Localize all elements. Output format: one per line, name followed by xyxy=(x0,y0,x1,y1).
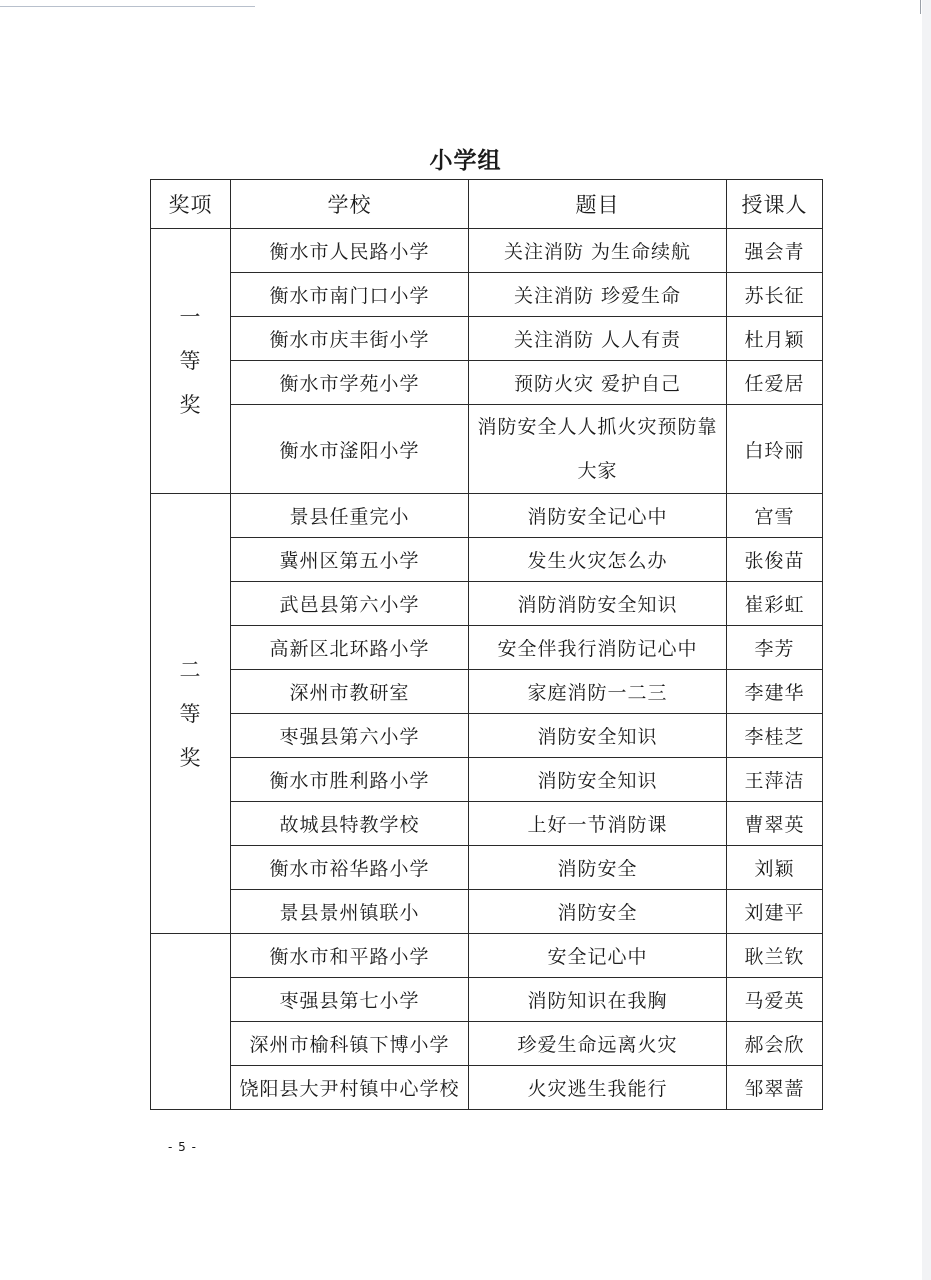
topic-cell: 发生火灾怎么办 xyxy=(469,538,727,582)
school-cell: 景县任重完小 xyxy=(231,494,469,538)
topic-line: 消防安全人人抓火灾预防靠 xyxy=(477,416,718,438)
school-cell: 深州市榆科镇下博小学 xyxy=(231,1022,469,1066)
scan-top-line xyxy=(0,6,255,7)
header-school: 学校 xyxy=(231,180,469,229)
teacher-cell: 刘颖 xyxy=(727,846,823,890)
table-row xyxy=(151,1066,823,1110)
topic-cell xyxy=(469,405,727,494)
topic-cell: 安全记心中 xyxy=(469,934,727,978)
topic-cell: 消防安全 xyxy=(469,890,727,934)
table-row xyxy=(151,714,823,758)
teacher-cell: 张俊苗 xyxy=(727,538,823,582)
table-header-row xyxy=(151,180,823,229)
award-table xyxy=(150,179,823,1110)
award-char: 等 xyxy=(179,349,202,373)
teacher-cell: 郝会欣 xyxy=(727,1022,823,1066)
topic-cell: 消防消防安全知识 xyxy=(469,582,727,626)
page-title: 小学组 xyxy=(429,147,502,174)
school-cell: 衡水市学苑小学 xyxy=(231,361,469,405)
teacher-cell: 邹翠蔷 xyxy=(727,1066,823,1110)
school-cell: 景县景州镇联小 xyxy=(231,890,469,934)
award-char: 等 xyxy=(179,701,202,726)
teacher-cell: 曹翠英 xyxy=(727,802,823,846)
topic-cell: 关注消防 珍爱生命 xyxy=(469,273,727,317)
table-row xyxy=(151,846,823,890)
school-cell: 故城县特教学校 xyxy=(231,802,469,846)
school-cell: 深州市教研室 xyxy=(231,670,469,714)
teacher-cell: 白玲丽 xyxy=(727,405,823,494)
topic-cell: 珍爱生命远离火灾 xyxy=(469,1022,727,1066)
table-row xyxy=(151,802,823,846)
school-cell: 衡水市庆丰街小学 xyxy=(231,317,469,361)
school-cell: 衡水市裕华路小学 xyxy=(231,846,469,890)
table-row xyxy=(151,273,823,317)
teacher-cell: 宫雪 xyxy=(727,494,823,538)
table-row xyxy=(151,934,823,978)
topic-cell: 消防安全知识 xyxy=(469,758,727,802)
school-cell: 枣强县第六小学 xyxy=(231,714,469,758)
topic-cell: 消防安全 xyxy=(469,846,727,890)
award-char: 奖 xyxy=(179,393,202,417)
school-cell: 武邑县第六小学 xyxy=(231,582,469,626)
topic-cell: 上好一节消防课 xyxy=(469,802,727,846)
scan-right-edge xyxy=(922,0,931,1280)
award-level-second xyxy=(151,494,231,934)
teacher-cell: 李芳 xyxy=(727,626,823,670)
school-cell: 衡水市人民路小学 xyxy=(231,229,469,273)
teacher-cell: 崔彩虹 xyxy=(727,582,823,626)
header-award: 奖项 xyxy=(151,180,231,229)
table-row xyxy=(151,626,823,670)
award-char: 一 xyxy=(179,305,202,329)
table-row xyxy=(151,758,823,802)
award-char: 奖 xyxy=(179,745,202,770)
table-row xyxy=(151,1022,823,1066)
school-cell: 衡水市滏阳小学 xyxy=(231,405,469,494)
scan-top-mark xyxy=(920,0,921,14)
topic-cell: 火灾逃生我能行 xyxy=(469,1066,727,1110)
topic-cell: 消防安全知识 xyxy=(469,714,727,758)
table-row xyxy=(151,890,823,934)
teacher-cell: 苏长征 xyxy=(727,273,823,317)
table-row xyxy=(151,405,823,494)
teacher-cell: 耿兰钦 xyxy=(727,934,823,978)
topic-cell: 消防知识在我胸 xyxy=(469,978,727,1022)
table-row xyxy=(151,361,823,405)
topic-cell: 预防火灾 爱护自己 xyxy=(469,361,727,405)
teacher-cell: 马爱英 xyxy=(727,978,823,1022)
teacher-cell: 李建华 xyxy=(727,670,823,714)
teacher-cell: 刘建平 xyxy=(727,890,823,934)
page-number: - 5 - xyxy=(168,1140,197,1154)
header-topic: 题目 xyxy=(469,180,727,229)
table-row xyxy=(151,670,823,714)
school-cell: 饶阳县大尹村镇中心学校 xyxy=(231,1066,469,1110)
school-cell: 衡水市胜利路小学 xyxy=(231,758,469,802)
table-row xyxy=(151,317,823,361)
topic-cell: 安全伴我行消防记心中 xyxy=(469,626,727,670)
teacher-cell: 杜月颖 xyxy=(727,317,823,361)
teacher-cell: 任爱居 xyxy=(727,361,823,405)
award-level-first xyxy=(151,229,231,494)
school-cell: 冀州区第五小学 xyxy=(231,538,469,582)
award-level-third xyxy=(151,934,231,1110)
topic-line: 大家 xyxy=(577,460,618,482)
topic-cell: 家庭消防一二三 xyxy=(469,670,727,714)
header-teacher: 授课人 xyxy=(727,180,823,229)
school-cell: 衡水市和平路小学 xyxy=(231,934,469,978)
topic-cell: 关注消防 为生命续航 xyxy=(469,229,727,273)
table-row xyxy=(151,978,823,1022)
school-cell: 衡水市南门口小学 xyxy=(231,273,469,317)
teacher-cell: 李桂芝 xyxy=(727,714,823,758)
school-cell: 枣强县第七小学 xyxy=(231,978,469,1022)
table-row xyxy=(151,229,823,273)
school-cell: 高新区北环路小学 xyxy=(231,626,469,670)
topic-cell: 关注消防 人人有责 xyxy=(469,317,727,361)
table-row xyxy=(151,494,823,538)
award-char: 二 xyxy=(179,657,202,682)
table-row xyxy=(151,582,823,626)
table-row xyxy=(151,538,823,582)
teacher-cell: 王萍洁 xyxy=(727,758,823,802)
teacher-cell: 强会青 xyxy=(727,229,823,273)
topic-cell: 消防安全记心中 xyxy=(469,494,727,538)
